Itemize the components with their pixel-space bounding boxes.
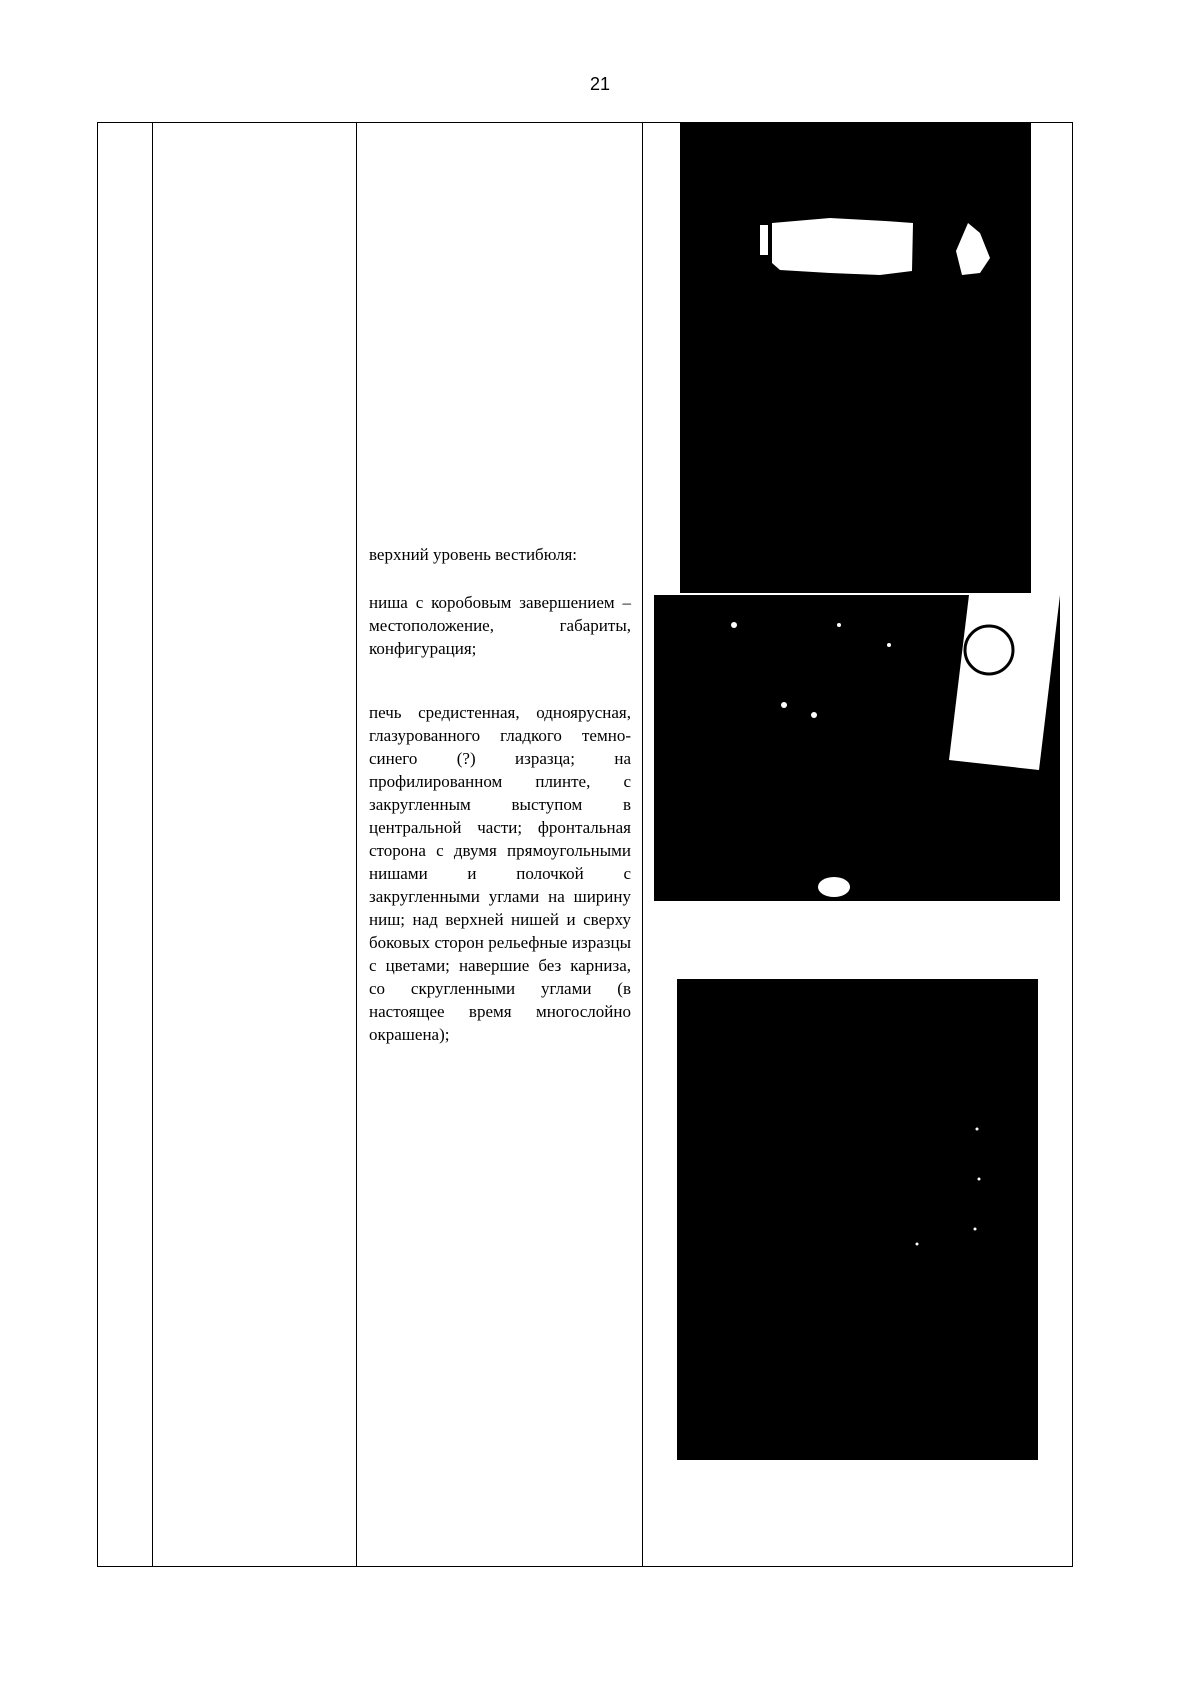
photo-stove-detail xyxy=(677,979,1038,1460)
document-table xyxy=(97,122,1073,1567)
column-divider xyxy=(356,123,357,1566)
page-number: 21 xyxy=(589,74,611,94)
photo-niche xyxy=(680,123,1031,593)
niche-description: ниша с коробовым завершением – местоположение, габариты, конфигурация; xyxy=(369,593,631,658)
stove-description: печь средистенная, одноярусная, глазурованного гладкого темно-синего (?) изразца; на профилированном плинте, с закругленным выступом в центральной части; фронтальная сторона с двумя прямоугольными нишами и полочкой с закругленными углами на ширину ниш; над верхней нишей и сверху боковых сторон рельефные изразцы с цветами; навершие без карниза, со скругленными углами (в настоящее время многослойно окрашена); xyxy=(369,703,631,1044)
photo-stove xyxy=(654,595,1060,901)
column-divider xyxy=(642,123,643,1566)
column-divider xyxy=(152,123,153,1566)
section-heading: верхний уровень вестибюля: xyxy=(369,545,578,564)
